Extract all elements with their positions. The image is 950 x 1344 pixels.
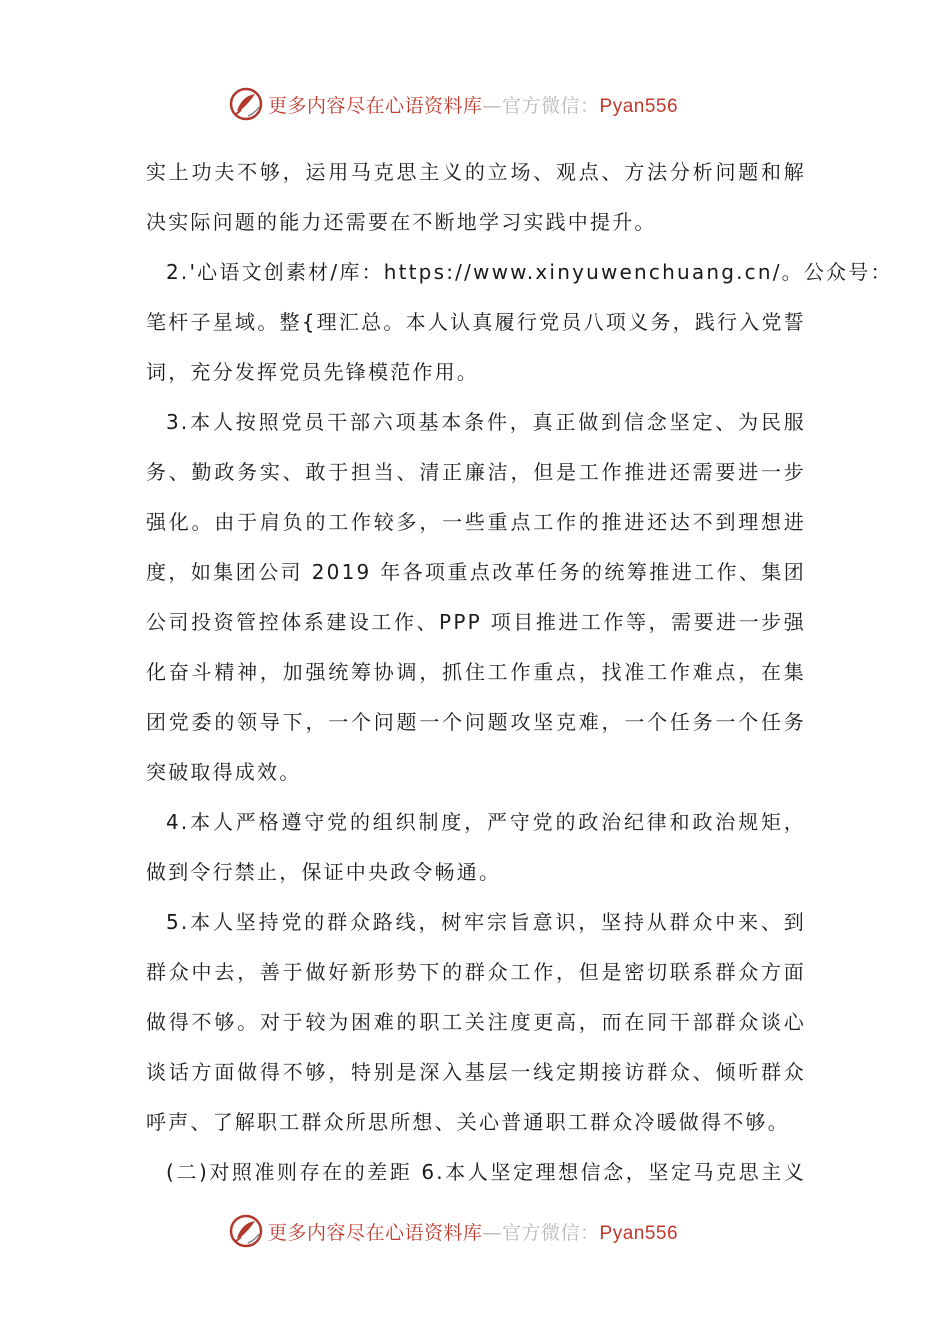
header-wechat-label: 官方微信： <box>502 94 600 117</box>
header-dash: — <box>482 94 503 117</box>
footer-banner <box>228 1211 748 1251</box>
text-line: 笔杆子星域。整{理汇总。本人认真履行党员八项义务，践行入党誓 <box>146 310 806 334</box>
text-line: 化奋斗精神，加强统筹协调，抓住工作重点，找准工作难点，在集 <box>146 660 806 684</box>
header-wechat-id: Pyan556 <box>599 95 679 117</box>
text-line: 3.本人按照党员干部六项基本条件，真正做到信念坚定、为民服 <box>166 410 806 434</box>
text-line: 2.'心语文创素材/库：https://www.xinyuwenchuang.cn/。公众号： <box>166 260 893 284</box>
text-line: 度，如集团公司 2019 年各项重点改革任务的统筹推进工作、集团 <box>146 560 806 584</box>
pen-nib-logo-icon <box>228 86 264 122</box>
text-line: 实上功夫不够，运用马克思主义的立场、观点、方法分析问题和解 <box>146 160 806 184</box>
footer-wechat-label: 官方微信： <box>502 1221 600 1244</box>
text-line: (二)对照准则存在的差距 6.本人坚定理想信念，坚定马克思主义 <box>166 1160 806 1184</box>
text-line: 群众中去，善于做好新形势下的群众工作，但是密切联系群众方面 <box>146 960 806 984</box>
footer-text <box>268 1218 678 1245</box>
footer-wechat-id: Pyan556 <box>599 1222 679 1244</box>
text-line: 呼声、了解职工群众所思所想、关心普通职工群众冷暖做得不够。 <box>146 1110 790 1134</box>
pen-nib-logo-icon <box>228 1213 264 1249</box>
text-line: 词，充分发挥党员先锋模范作用。 <box>146 360 479 384</box>
text-line: 公司投资管控体系建设工作、PPP 项目推进工作等，需要进一步强 <box>146 610 806 634</box>
text-line: 5.本人坚持党的群众路线，树牢宗旨意识，坚持从群众中来、到 <box>166 910 806 934</box>
header-title: 更多内容尽在心语资料库 <box>268 94 483 117</box>
text-line: 谈话方面做得不够，特别是深入基层一线定期接访群众、倾听群众 <box>146 1060 806 1084</box>
text-line: 务、勤政务实、敢于担当、清正廉洁，但是工作推进还需要进一步 <box>146 460 806 484</box>
footer-dash: — <box>482 1221 503 1244</box>
text-line: 团党委的领导下，一个问题一个问题攻坚克难，一个任务一个任务 <box>146 710 806 734</box>
text-line: 做到令行禁止，保证中央政令畅通。 <box>146 860 502 884</box>
text-line: 强化。由于肩负的工作较多，一些重点工作的推进还达不到理想进 <box>146 510 806 534</box>
text-line: 突破取得成效。 <box>146 760 302 784</box>
header-banner <box>228 84 748 124</box>
text-line: 决实际问题的能力还需要在不断地学习实践中提升。 <box>146 210 657 234</box>
document-body <box>146 147 893 1197</box>
text-line: 做得不够。对于较为困难的职工关注度更高，而在同干部群众谈心 <box>146 1010 806 1034</box>
footer-title: 更多内容尽在心语资料库 <box>268 1221 483 1244</box>
header-text <box>268 91 678 118</box>
text-line: 4.本人严格遵守党的组织制度，严守党的政治纪律和政治规矩， <box>166 810 806 834</box>
